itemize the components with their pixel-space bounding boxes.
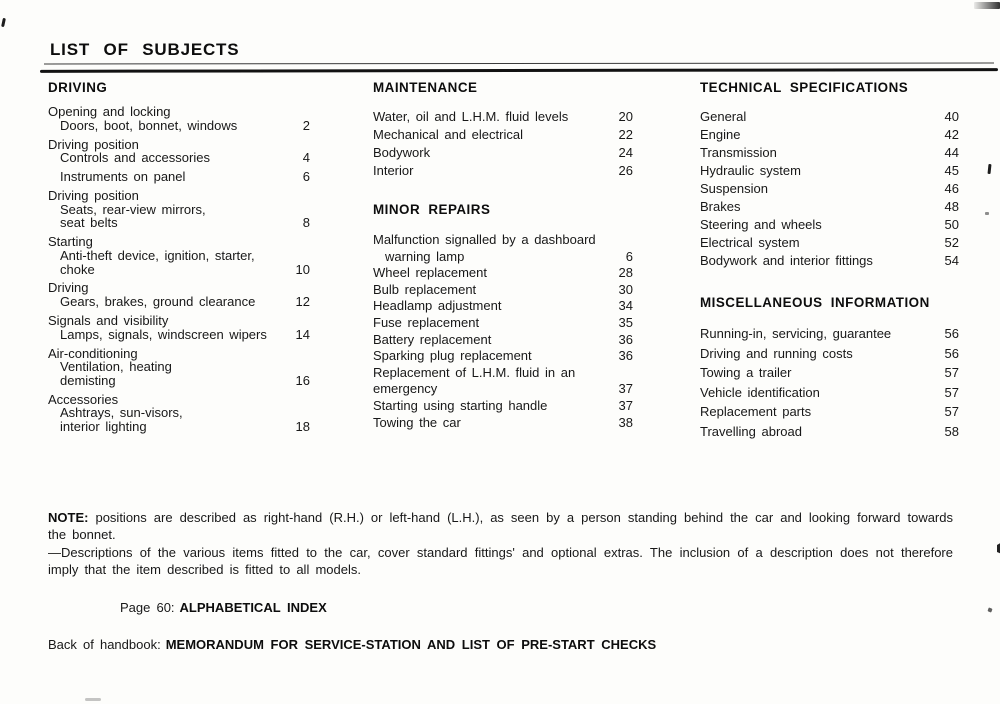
toc-line-page: 8 <box>302 215 310 231</box>
toc-line-label: Bodywork <box>373 145 431 160</box>
toc-line-label: Towing the car <box>373 414 461 430</box>
toc-line <box>700 109 959 127</box>
toc-line-page: 6 <box>625 248 633 264</box>
toc-line <box>48 150 310 164</box>
toc-line-page: 45 <box>944 163 959 178</box>
note-paragraph-1 <box>48 509 953 544</box>
toc-line <box>700 163 959 181</box>
toc-line-label: Opening and locking <box>48 104 171 119</box>
toc-line-page: 44 <box>944 145 959 160</box>
toc-line-label: Battery replacement <box>373 331 492 347</box>
toc-section <box>373 202 633 431</box>
toc-line-label: Suspension <box>700 181 768 196</box>
title-rule-thick <box>40 68 998 72</box>
toc-line <box>373 265 633 282</box>
toc-line-page: 6 <box>302 169 310 185</box>
toc-line-page: 42 <box>944 127 959 142</box>
toc-line-page: 20 <box>618 109 633 124</box>
toc-line-label: Engine <box>700 127 741 142</box>
toc-line <box>373 282 633 299</box>
toc-line-page: 46 <box>944 181 959 196</box>
toc-line <box>700 385 959 405</box>
toc-line <box>373 298 633 315</box>
toc-line <box>700 235 959 253</box>
toc-line-page: 57 <box>944 404 959 419</box>
toc-line-page: 58 <box>944 423 959 439</box>
toc-line-label: Controls and accessories <box>60 150 210 166</box>
toc-line-label: Starting <box>48 234 93 250</box>
toc-line-label: Steering and wheels <box>700 217 822 232</box>
toc-line <box>373 348 633 365</box>
toc-line <box>373 145 633 163</box>
note-text-1: positions are described as right-hand (R.H.) or left-hand (L.H.), as seen by a person standing behind the car and looking forward towards the bonnet. <box>48 510 953 543</box>
toc-line-page: 48 <box>944 199 959 214</box>
toc-line-label: Anti-theft device, ignition, starter, <box>60 247 255 263</box>
toc-line-label: warning lamp <box>385 248 465 264</box>
toc-line-label: Malfunction signalled by a dashboard <box>373 232 596 247</box>
toc-line <box>373 109 633 127</box>
toc-line-label: Travelling abroad <box>700 423 802 439</box>
toc-line-label: Wheel replacement <box>373 265 487 281</box>
toc-line-label: interior lighting <box>60 419 147 434</box>
toc-line-page: 57 <box>944 384 959 400</box>
toc-line-page: 22 <box>618 127 633 142</box>
section-title: MAINTENANCE <box>373 80 478 95</box>
toc-line-page: 12 <box>295 294 310 310</box>
toc-line <box>48 215 310 229</box>
scan-artifact <box>974 2 1000 9</box>
toc-line <box>48 419 310 433</box>
toc-line-page: 56 <box>944 326 959 341</box>
toc-line <box>48 405 310 419</box>
toc-line-label: Headlamp adjustment <box>373 298 502 314</box>
toc-line-page: 28 <box>618 265 633 281</box>
toc-line <box>373 415 633 432</box>
section-title: TECHNICAL SPECIFICATIONS <box>700 80 909 95</box>
toc-line <box>48 346 310 360</box>
toc-line <box>48 313 310 327</box>
toc-line-page: 38 <box>618 414 633 430</box>
toc-line <box>373 249 633 266</box>
toc-line-label: Driving position <box>48 136 139 152</box>
toc-line-label: Driving <box>48 280 89 296</box>
note-label: NOTE: <box>48 510 89 525</box>
scan-artifact <box>987 607 992 612</box>
toc-line-label: Seats, rear-view mirrors, <box>60 201 206 217</box>
toc-line-page: 37 <box>618 381 633 397</box>
toc-line-label: Doors, boot, bonnet, windows <box>60 117 238 133</box>
title-rule-thin <box>44 63 994 65</box>
alphabetical-index-line <box>120 600 327 615</box>
note-paragraph-2 <box>48 544 953 579</box>
toc-line <box>48 359 310 373</box>
toc-section <box>700 295 959 443</box>
note-block <box>48 509 953 578</box>
toc-line <box>700 199 959 217</box>
toc-line-label: Accessories <box>48 391 119 407</box>
toc-line-page: 52 <box>944 235 959 250</box>
toc-line-label: Signals and visibility <box>48 313 169 329</box>
toc-line-page: 2 <box>302 117 310 133</box>
toc-line-label: Driving position <box>48 188 139 204</box>
toc-line-label: Running-in, servicing, guarantee <box>700 326 892 341</box>
index-title: ALPHABETICAL INDEX <box>179 600 327 615</box>
toc-line <box>48 202 310 216</box>
toc-line-label: Gears, brakes, ground clearance <box>60 294 256 310</box>
toc-line <box>48 104 310 118</box>
toc-line-page: 18 <box>295 419 310 434</box>
section-title: DRIVING <box>48 80 108 95</box>
scan-artifact <box>85 698 101 701</box>
page-title: LIST OF SUBJECTS <box>50 40 240 59</box>
toc-line-label: Fuse replacement <box>373 314 480 330</box>
toc-line <box>700 217 959 235</box>
toc-line <box>48 248 310 262</box>
toc-line <box>373 315 633 332</box>
toc-line-label: Lamps, signals, windscreen wipers <box>60 326 267 342</box>
toc-line-label: Air-conditioning <box>48 345 138 361</box>
toc-line-label: General <box>700 109 747 124</box>
toc-line-label: Brakes <box>700 199 741 214</box>
toc-line <box>700 326 959 346</box>
toc-section <box>48 80 310 433</box>
toc-line <box>48 373 310 387</box>
toc-line <box>48 294 310 308</box>
toc-section <box>373 80 633 181</box>
toc-line <box>700 253 959 271</box>
toc-line-page: 16 <box>295 372 310 388</box>
scan-artifact <box>990 541 1000 555</box>
toc-line-label: Bodywork and interior fittings <box>700 253 873 268</box>
toc-line-label: Starting using starting handle <box>373 397 548 413</box>
toc-line <box>48 392 310 406</box>
toc-line-page: 10 <box>295 261 310 277</box>
toc-line-page: 14 <box>295 326 310 342</box>
toc-line <box>373 398 633 415</box>
toc-line-label: Driving and running costs <box>700 345 853 361</box>
column-driving <box>48 80 310 433</box>
toc-line <box>48 280 310 294</box>
toc-line-label: Instruments on panel <box>60 169 186 185</box>
toc-line-label: Ashtrays, sun-visors, <box>60 405 183 421</box>
toc-line-page: 37 <box>618 397 633 413</box>
back-of-handbook-line <box>48 637 656 652</box>
toc-line <box>48 118 310 132</box>
toc-line-page: 30 <box>618 281 633 297</box>
toc-line-label: Electrical system <box>700 235 800 250</box>
column-technical <box>700 80 959 443</box>
column-maintenance <box>373 80 633 431</box>
toc-line-label: Sparking plug replacement <box>373 348 532 364</box>
back-title: MEMORANDUM FOR SERVICE-STATION AND LIST OF PRE-START CHECKS <box>165 637 657 652</box>
scan-artifact <box>987 164 991 174</box>
toc-line <box>700 346 959 366</box>
toc-line-label: Bulb replacement <box>373 281 477 297</box>
toc-line-page: 24 <box>618 145 633 160</box>
toc-line-label: Water, oil and L.H.M. fluid levels <box>373 109 569 124</box>
toc-line <box>700 365 959 385</box>
toc-line-page: 40 <box>944 109 959 124</box>
toc-line-page: 36 <box>618 331 633 347</box>
toc-line <box>48 169 310 183</box>
toc-line-page: 36 <box>618 348 633 364</box>
toc-line-page: 57 <box>944 365 959 380</box>
toc-line-label: demisting <box>60 372 116 388</box>
toc-line <box>373 127 633 145</box>
toc-line-label: Ventilation, heating <box>60 359 172 375</box>
back-prefix: Back of handbook: <box>48 637 161 652</box>
toc-line <box>700 181 959 199</box>
toc-line <box>373 365 633 382</box>
toc-line-page: 54 <box>944 253 959 268</box>
toc-line <box>700 424 959 444</box>
toc-line <box>700 404 959 424</box>
toc-line-label: seat belts <box>60 215 118 231</box>
toc-line-page: 34 <box>618 298 633 314</box>
toc-line-page: 35 <box>618 314 633 330</box>
toc-line-label: Hydraulic system <box>700 163 801 178</box>
toc-line-label: Towing a trailer <box>700 365 792 380</box>
toc-line-label: Mechanical and electrical <box>373 127 523 142</box>
toc-line-page: 56 <box>944 345 959 361</box>
toc-line-label: Vehicle identification <box>700 384 820 400</box>
toc-line <box>700 127 959 145</box>
toc-line <box>373 163 633 181</box>
scan-artifact <box>985 212 989 215</box>
toc-line <box>48 327 310 341</box>
toc-line-label: Replacement of L.H.M. fluid in an <box>373 364 576 380</box>
note-text-2: —Descriptions of the various items fitted to the car, cover standard fittings' and optional extras. The inclusion of a description does not therefore imply that the item described is fitted to all models. <box>48 544 953 577</box>
index-prefix: Page 60: <box>120 600 175 615</box>
toc-line <box>48 262 310 276</box>
toc-line <box>48 234 310 248</box>
toc-section <box>700 80 959 271</box>
toc-line-page: 26 <box>618 163 633 178</box>
toc-line <box>373 381 633 398</box>
scan-artifact <box>1 18 6 27</box>
toc-line-label: Transmission <box>700 145 777 160</box>
toc-line-label: choke <box>60 261 95 277</box>
section-title: MINOR REPAIRS <box>373 202 491 217</box>
toc-line-label: emergency <box>373 381 438 397</box>
section-title: MISCELLANEOUS INFORMATION <box>700 295 930 310</box>
toc-line-page: 50 <box>944 217 959 232</box>
toc-line <box>373 332 633 349</box>
toc-line <box>48 188 310 202</box>
toc-line-label: Interior <box>373 163 414 178</box>
toc-line-page: 4 <box>302 150 310 166</box>
toc-line-label: Replacement parts <box>700 404 812 419</box>
toc-line <box>373 232 633 249</box>
toc-line <box>48 137 310 151</box>
toc-line <box>700 145 959 163</box>
